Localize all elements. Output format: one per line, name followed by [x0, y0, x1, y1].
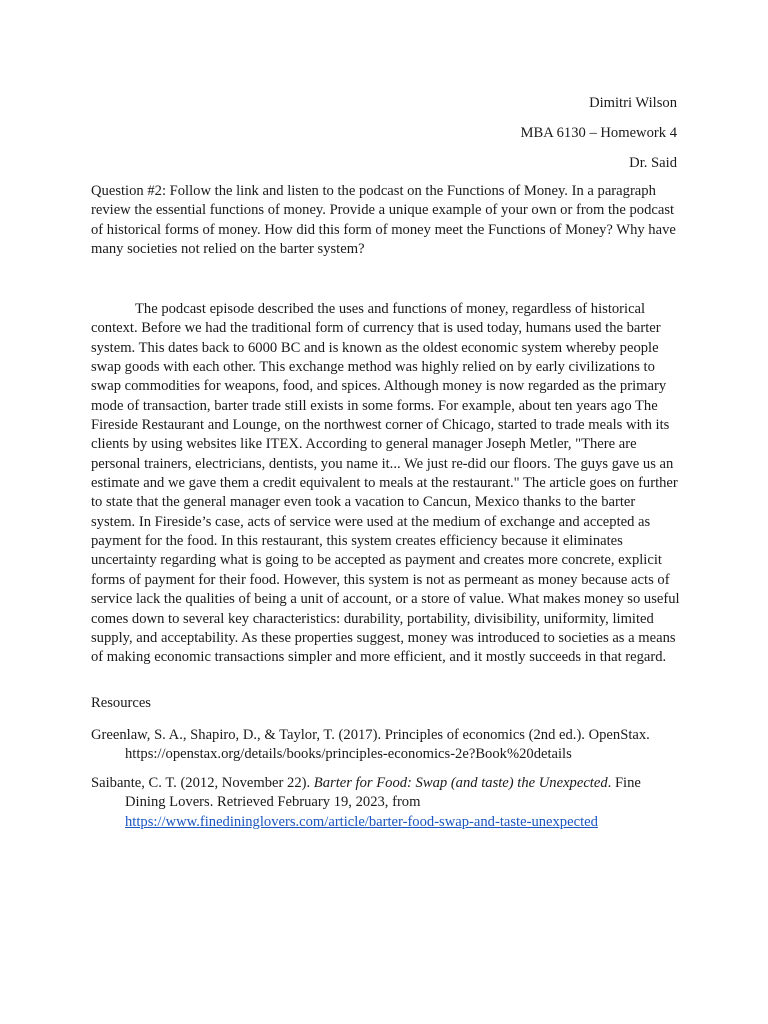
citation-title: Barter for Food: Swap (and taste) the Unexpected [313, 775, 608, 791]
citation-suffix: . Fine [607, 775, 641, 791]
resources-heading: Resources [91, 695, 151, 711]
instructor-name: Dr. Said [629, 155, 677, 171]
author-name: Dimitri Wilson [589, 95, 677, 111]
reference-link[interactable]: https://www.finedininglovers.com/article/barter-food-swap-and-taste-unexpected [125, 813, 598, 830]
reference-citation: Greenlaw, S. A., Shapiro, D., & Taylor, T. (2017). Principles of economics (2nd ed.). OpenStax. [91, 727, 650, 743]
answer-paragraph [91, 300, 683, 668]
citation-prefix: Saibante, C. T. (2012, November 22). [91, 775, 314, 791]
question-prompt: Question #2: Follow the link and listen to the podcast on the Functions of Money. In a paragraph review the essential functions of money. Provide a unique example of your own or from the podcast of historical forms of money. How did this form of money meet the Functions of Money? Why have many societies not relied on the barter system? [91, 183, 676, 258]
answer-text: The podcast episode described the uses and functions of money, regardless of historical context. Before we had the traditional form of currency that is used today, humans used the barter system. This dates back to 6000 BC and is known as the oldest economic system whereby people swap goods with each other. This exchange method was highly relied on by early civilizations to swap commodities for weapons, food, and spices. Although money is now regarded as the primary mode of transaction, barter trade still exists in some forms. For example, about ten years ago The Fireside Restaurant and Lounge, on the northwest corner of Chicago, started to trade meals with its clients by using websites like ITEX. According to general manager Joseph Metler, "There are personal trainers, electricians, dentists, you name it... We just re-did our floors. The guys gave us an estimate and we gave them a credit equivalent to meals at the restaurant." The article goes on further to state that the general manager even took a vacation to Cancun, Mexico thanks to the barter system. In Fireside’s case, acts of service were used at the medium of exchange and accepted as payment for the food. In this restaurant, this system creates efficiency because it eliminates uncertainty regarding what is going to be accepted as payment and creates more concrete, explicit forms of payment for their food. However, this system is not as permeant as money because acts of service lack the qualities of being a unit of account, or a store of value. What makes money so useful comes down to several key characteristics: durability, portability, divisibility, uniformity, limited supply, and acceptability. As these properties suggest, money was introduced to societies as a means of making economic transactions simpler and more efficient, and it mostly succeeds in that regard. [91, 301, 680, 666]
reference-entry [91, 774, 676, 832]
citation-publisher: Dining Lovers. Retrieved February 19, 2023, from [125, 794, 421, 811]
reference-citation [91, 774, 676, 793]
reference-entry [91, 726, 676, 765]
reference-url: https://openstax.org/details/books/principles-economics-2e?Book%20details [125, 746, 572, 763]
course-title: MBA 6130 – Homework 4 [520, 125, 677, 141]
citation-link-line [91, 813, 676, 832]
